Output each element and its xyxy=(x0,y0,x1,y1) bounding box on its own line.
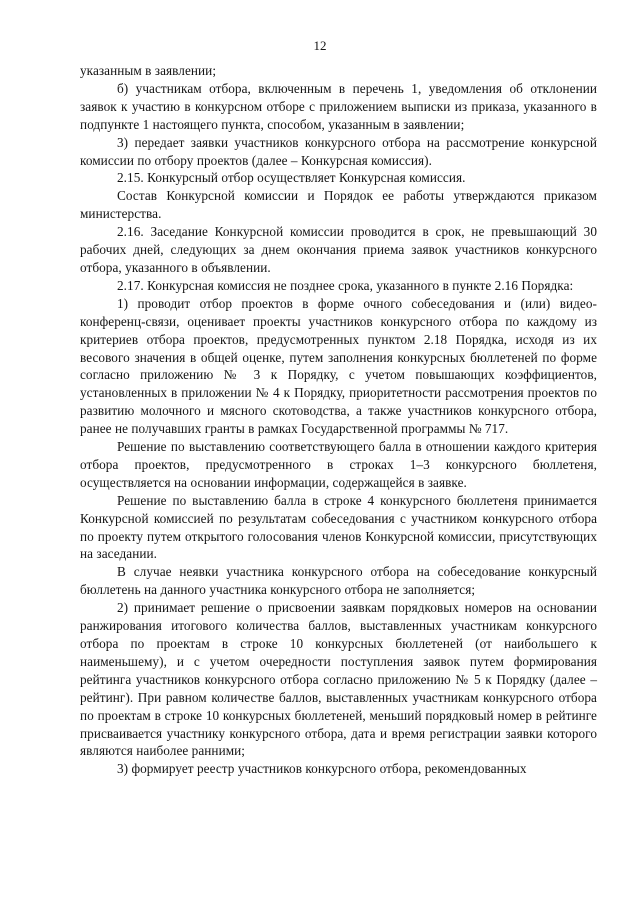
paragraph-commission-composition: Состав Конкурсной комиссии и Порядок ее работы утверждаются приказом министерства. xyxy=(80,188,597,222)
paragraph-2-15: 2.15. Конкурсный отбор осуществляет Конкурсная комиссия. xyxy=(117,170,466,186)
paragraph-item-b: б) участникам отбора, включенным в перечень 1, уведомления об отклонении заявок к участию в конкурсном отборе с приложением выписки из приказа, указанного в подпункте 1 настоящего пункта, способом, указанным в заявлении; xyxy=(80,80,597,132)
paragraph-2-17-item-1: 1) проводит отбор проектов в форме очного собеседования и (или) видео-конференц-связи, оценивает проекты участников конкурсного отбора по каждому из критериев отбора проектов, предусмотренных пунктом 2.18 Порядка, исходя из их весового значения в общей оценке, путем заполнения конкурсных бюллетеней по форме согласно приложению № 3 к Порядку, с учетом повышающих коэффициентов, установленных в приложении № 4 к Порядку, приоритетности рассмотрения проектов по развитию молочного и мясного скотоводства, а также участников конкурсного отбора, ранее не получавших гранты в рамках Государственной программы № 717. xyxy=(80,295,597,437)
paragraph-2-17-item-2: 2) принимает решение о присвоении заявкам порядковых номеров на основании ранжирования итогового количества баллов, выставленных участникам конкурсного отбора по проектам в строке 10 конкурсных бюллетеней (от наибольшего к наименьшему), и с учетом очередности поступления заявок путем формирования рейтинга участников конкурсного отбора согласно приложению № 5 к Порядку (далее – рейтинг). При равном количестве баллов, выставленных участникам конкурсного отбора по проектам в строке 10 конкурсных бюллетеней, меньший порядковый номер в рейтинге присваивается участнику конкурсного отбора, дата и время регистрации заявки которого являются наиболее ранними; xyxy=(80,600,597,759)
paragraph-no-show: В случае неявки участника конкурсного отбора на собеседование конкурсный бюллетень на данного участника конкурсного отбора не заполняется; xyxy=(80,564,597,598)
paragraph-2-16: 2.16. Заседание Конкурсной комиссии проводится в срок, не превышающий 30 рабочих дней, следующих за днем окончания приема заявок участников конкурсного отбора, указанного в объявлении. xyxy=(80,224,597,275)
paragraph-row4-decision: Решение по выставлению балла в строке 4 конкурсного бюллетеня принимается Конкурсной комиссией по результатам собеседования с участником конкурсного отбора по проекту путем открытого голосования членов Конкурсной комиссии, присутствующих на заседании. xyxy=(80,492,597,562)
paragraph-item-3: 3) передает заявки участников конкурсного отбора на рассмотрение конкурсной комиссии по отбору проектов (далее – Конкурсная комиссия). xyxy=(80,134,597,168)
paragraph-continuation: указанным в заявлении; xyxy=(80,63,217,78)
paragraph-2-17: 2.17. Конкурсная комиссия не позднее срока, указанного в пункте 2.16 Порядка: xyxy=(117,277,574,293)
paragraph-2-17-item-3: 3) формирует реестр участников конкурсного отбора, рекомендованных xyxy=(117,761,527,777)
document-body xyxy=(80,62,597,778)
page-number: 12 xyxy=(313,38,327,53)
paragraph-score-decision: Решение по выставлению соответствующего балла в отношении каждого критерия отбора проектов, предусмотренного в строках 1–3 конкурсного бюллетеня, осуществляется на основании информации, содержащейся в заявке. xyxy=(80,439,597,490)
